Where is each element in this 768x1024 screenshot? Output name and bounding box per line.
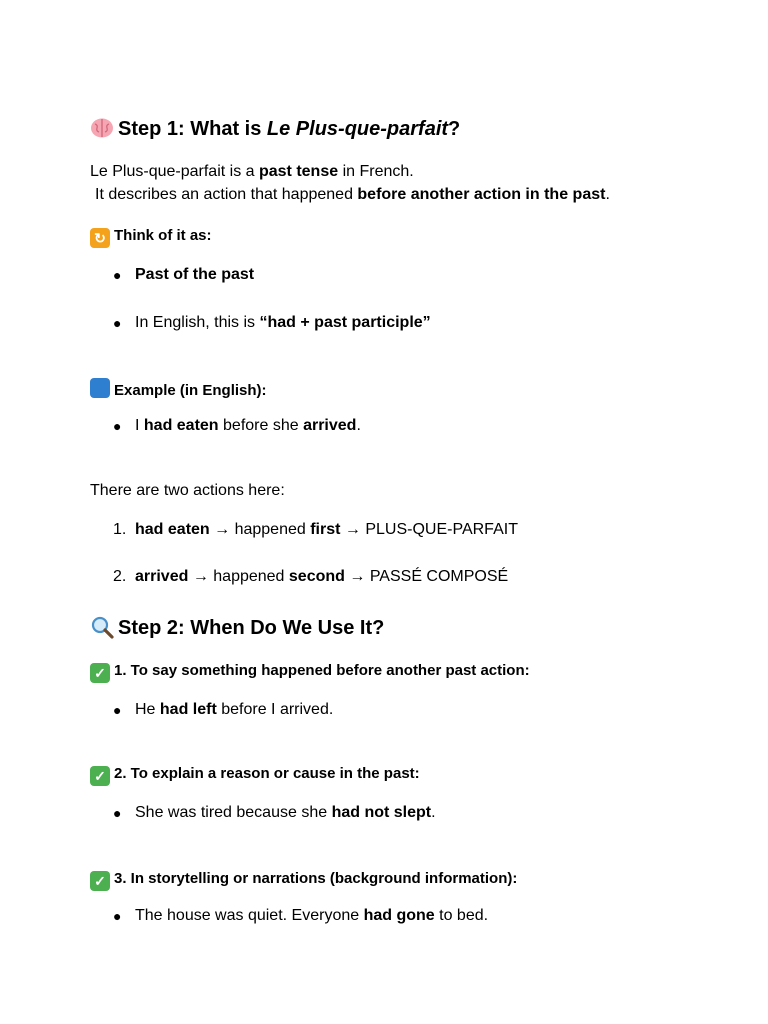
step1-heading-prefix: Step 1: What is: [118, 118, 267, 140]
step2-heading: [90, 615, 384, 640]
check-mark-icon: ✓: [90, 663, 110, 683]
intro-line2-end: .: [605, 186, 610, 203]
two-actions-text: There are two actions here:: [90, 482, 285, 499]
use-label: 1. To say something happened before another past action:: [114, 662, 530, 679]
action-text: → happened: [188, 568, 289, 585]
example-bold-verb: had eaten: [143, 417, 219, 434]
use-example: [135, 699, 333, 721]
example-label: Example (in English):: [114, 382, 267, 399]
use-example-text: .: [431, 804, 436, 821]
use-example: [135, 905, 488, 927]
action-text: → happened: [209, 521, 311, 538]
intro-line2-text: It describes an action that happened: [95, 186, 358, 203]
brain-icon: [90, 117, 114, 139]
use-heading: [90, 869, 517, 891]
example-item: [135, 415, 361, 437]
blue-book-icon: [90, 378, 110, 398]
bullet-dot: ●: [113, 418, 122, 434]
list-number: 2.: [113, 568, 127, 585]
use-example-text: The house was quiet. Everyone: [135, 907, 364, 924]
numbered-item: [135, 566, 508, 588]
action-verb: arrived: [135, 568, 189, 585]
use-heading: [90, 764, 420, 786]
step1-heading: [90, 117, 460, 141]
action-when: first: [310, 521, 341, 538]
use-example-text: He: [135, 701, 160, 718]
intro-line2-bold: before another action in the past: [357, 186, 606, 203]
bullet-dot: ●: [113, 315, 122, 331]
example-text: .: [356, 417, 361, 434]
intro-line-2: [95, 184, 610, 206]
list-item: [135, 312, 431, 334]
magnifying-glass-icon: [90, 615, 114, 639]
use-example-bold: had left: [159, 701, 217, 718]
list-item-bold: Past of the past: [135, 266, 255, 283]
action-verb: had eaten: [135, 521, 210, 538]
bullet-dot: ●: [113, 805, 122, 821]
example-text: I: [135, 417, 144, 434]
bullet-dot: ●: [113, 702, 122, 718]
list-item-bold: “had + past participle”: [259, 314, 431, 331]
repeat-icon: ↻: [90, 228, 110, 248]
action-tense: → PASSÉ COMPOSÉ: [344, 568, 509, 585]
numbered-item: [135, 519, 518, 541]
use-example-bold: had not slept: [331, 804, 432, 821]
use-example-text: to bed.: [434, 907, 489, 924]
use-example-bold: had gone: [363, 907, 435, 924]
use-example-text: She was tired because she: [135, 804, 332, 821]
intro-line-1: [90, 161, 414, 183]
use-example: [135, 802, 436, 824]
example-bold-verb: arrived: [303, 417, 357, 434]
intro-line1-end: in French.: [338, 163, 414, 180]
use-example-text: before I arrived.: [216, 701, 334, 718]
check-mark-icon: ✓: [90, 871, 110, 891]
think-of-it-heading: [90, 226, 212, 248]
list-item-text: In English, this is: [135, 314, 260, 331]
check-mark-icon: ✓: [90, 766, 110, 786]
list-item: [135, 264, 254, 286]
use-label: 2. To explain a reason or cause in the past:: [114, 765, 420, 782]
bullet-dot: ●: [113, 908, 122, 924]
action-tense: → PLUS-QUE-PARFAIT: [340, 521, 518, 538]
action-when: second: [288, 568, 345, 585]
bullet-dot: ●: [113, 267, 122, 283]
example-heading: [90, 378, 267, 401]
step1-heading-italic: Le Plus-que-parfait: [266, 118, 449, 140]
use-label: 3. In storytelling or narrations (background information):: [114, 870, 518, 887]
example-text: before she: [218, 417, 304, 434]
intro-line1-text: Le Plus-que-parfait is a: [90, 163, 259, 180]
intro-line1-bold: past tense: [258, 163, 339, 180]
step1-heading-suffix: ?: [448, 118, 461, 140]
use-heading: [90, 661, 530, 683]
step2-heading-text: Step 2: When Do We Use It?: [118, 617, 385, 639]
list-number: 1.: [113, 521, 127, 538]
think-of-it-label: Think of it as:: [114, 227, 212, 244]
